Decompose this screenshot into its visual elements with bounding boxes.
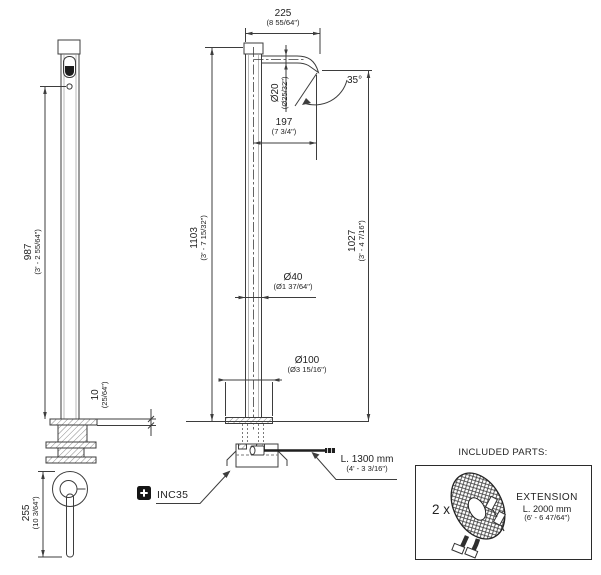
spout-angle-callout xyxy=(295,73,347,106)
dim-label-1103: 1103 (3' - 7 15/32") xyxy=(189,215,209,261)
dim-label-255: 255 (10 3/64") xyxy=(21,496,41,530)
included-parts-title: INCLUDED PARTS: xyxy=(458,447,548,458)
included-parts-quantity: 2 x xyxy=(431,502,450,517)
dim-987 xyxy=(40,87,66,420)
dim-255 xyxy=(38,472,62,558)
handle-lever xyxy=(67,494,74,557)
dim-label-40: Ø40 (Ø1 37/64") xyxy=(273,272,313,292)
dim-1103 xyxy=(205,48,243,422)
dim-label-angle: 35° xyxy=(347,75,363,86)
extension-part-label: EXTENSION L. 2000 mm (6' - 6 47/64") xyxy=(516,492,578,523)
base-plate xyxy=(226,418,273,424)
floor-sleeve xyxy=(58,425,87,442)
dim-40 xyxy=(235,296,316,300)
control-button xyxy=(67,84,72,89)
mounting-bracket xyxy=(227,424,287,467)
dim-label-987: 987 (3' - 2 55/64") xyxy=(23,229,43,275)
side-cap xyxy=(58,40,80,54)
dim-225 xyxy=(246,28,321,54)
handle-hub xyxy=(60,481,77,498)
plus-icon xyxy=(137,486,151,500)
dim-100 xyxy=(219,378,283,416)
dim-label-197: 197 (7 3/4") xyxy=(271,117,297,137)
dim-label-1027: 1027 (3' - 4 7/16") xyxy=(347,220,367,262)
dim-label-10: 10 (25/64") xyxy=(90,381,110,409)
dim-label-225: 225 (8 55/64") xyxy=(266,8,300,28)
model-code-label: INC35 xyxy=(157,489,189,501)
under-floor-spool xyxy=(46,457,96,463)
cable-length-label: L. 1300 mm (4' - 3 3/16") xyxy=(340,454,394,474)
handle-detail xyxy=(53,472,88,558)
dim-label-20: Ø20 (Ø25/32") xyxy=(270,76,290,110)
sensor-lens xyxy=(65,66,74,76)
sensor-cable xyxy=(264,448,335,453)
dim-label-100: Ø100 (Ø3 15/16") xyxy=(287,355,327,375)
